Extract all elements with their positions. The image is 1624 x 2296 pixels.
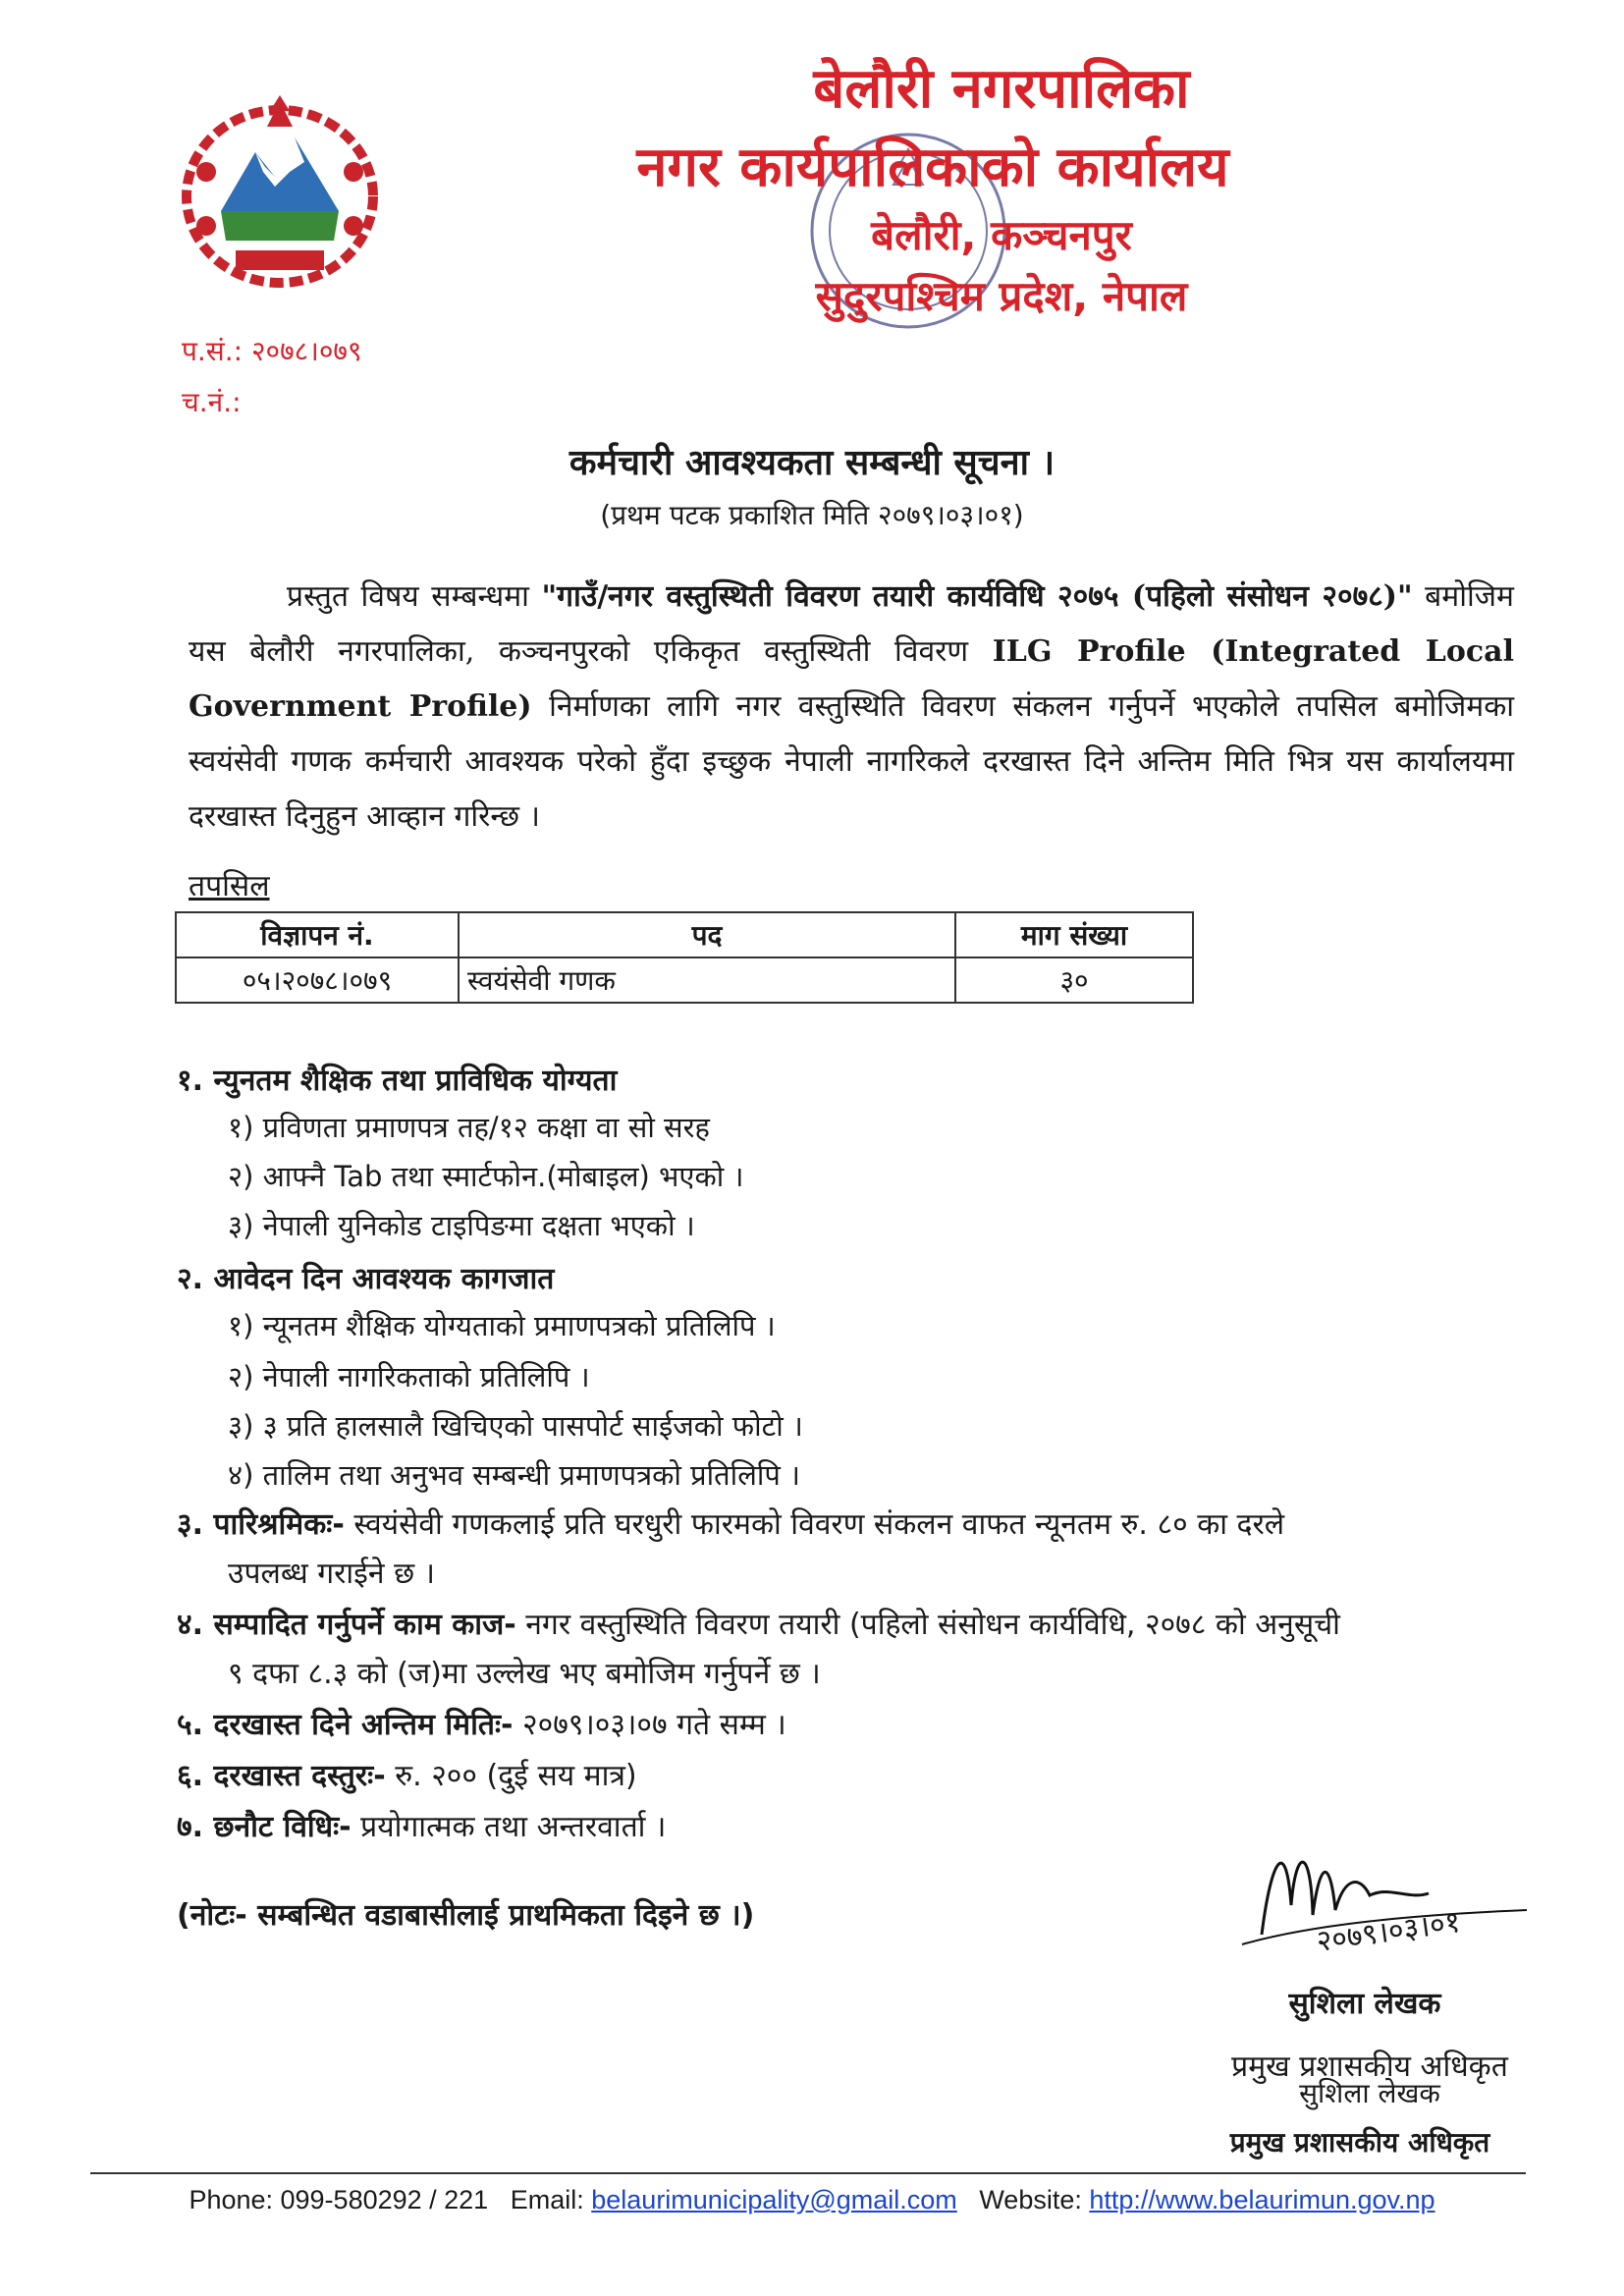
body-text-1: प्रस्तुत विषय सम्बन्धमा [287,579,542,614]
footer-email-link[interactable]: belaurimunicipality@gmail.com [591,2185,957,2214]
list-item: १) प्रविणता प्रमाणपत्र तह/१२ कक्षा वा सो सरह [228,1111,710,1144]
list-item: २) नेपाली नागरिकताको प्रतिलिपि । [228,1360,590,1394]
table-header-row [176,912,1193,957]
notice-subtitle: (प्रथम पटक प्रकाशित मिति २०७९।०३।०१) [600,499,1024,531]
vacancy-table [175,911,1194,1004]
body-text-3: निर्माणका लागि नगर वस्तुस्थिति विवरण संकलन गर्नुपर्ने भएकोले तपसिल बमोजिमका स्वयंसेवी गणक कर्मचारी आवश्यक परेको हुँदा इच्छुक नेपाली नागरिकले दरखास्त दिने अन्तिम मिति भित्र यस कार्यालयमा दरखास्त दिनुहुन आव्हान गरिन्छ । [189,689,1515,834]
signer-name: सुशिला लेखक [1288,1987,1441,2021]
signer-post: प्रमुख प्रशासकीय अधिकृत [1231,2050,1508,2084]
section-5 [177,1701,1512,1750]
notice-title: कर्मचारी आवश्यकता सम्बन्धी सूचना । [568,443,1056,483]
office-address-1: बेलौरी, कञ्चनपुर [871,211,1132,259]
footer-divider [90,2172,1526,2174]
ad-number-cell: ०५।२०७८।०७९ [176,957,459,1003]
body-bold-1: "गाउँ/नगर वस्तुस्थिती विवरण तयारी कार्यविधि २०७५ (पहिलो संसोधन २०७८)" [541,579,1413,614]
section-4-label: ४. सम्पादित गर्नुपर्ने काम काज- [177,1608,516,1642]
signature-date: २०७९।०३।०१ [1314,1904,1463,1960]
count-cell: ३० [955,957,1193,1003]
schedule-heading: तपसिल [189,869,270,903]
notice-body [189,570,1514,845]
column-header: माग संख्या [955,912,1193,957]
section-3-text: स्वयंसेवी गणकलाई प्रति घरधुरी फारमको विवरण संकलन वाफत न्यूनतम रु. ८० का दरले [344,1507,1285,1542]
list-item: २) आफ्नै Tab तथा स्मार्टफोन.(मोबाइल) भएको । [228,1160,744,1193]
list-item: ४) तालिम तथा अनुभव सम्बन्धी प्रमाणपत्रको प्रतिलिपि । [228,1458,801,1492]
section-6-text: रु. २०० (दुई सय मात्र) [385,1759,637,1793]
footer-email-label: Email: [510,2185,584,2214]
footer-website-link[interactable]: http://www.belaurimun.gov.np [1089,2185,1435,2214]
body-bold-2: ILG Profile (Integrated Local Government Profile) [189,634,1514,724]
list-item: ३) ३ प्रति हालसालै खिचिएको पासपोर्ट साईजको फोटो । [228,1409,803,1443]
government-emblem-icon [177,93,383,290]
section-7-text: प्रयोगात्मक तथा अन्तरवार्ता । [351,1810,667,1844]
footer [0,2185,1624,2215]
footer-website-label: Website: [979,2185,1082,2214]
signer-stamp-name: सुशिला लेखक [1299,2077,1440,2109]
column-header: पद [459,912,955,957]
section-1-title: १. न्युनतम शैक्षिक तथा प्राविधिक योग्यता [177,1064,618,1098]
footer-phone: Phone: 099-580292 / 221 [189,2185,489,2214]
body-text-2: बमोजिम यस बेलौरी नगरपालिका, कञ्चनपुरको एकिकृत वस्तुस्थिती विवरण [189,579,1514,669]
section-5-text: २०७९।०३।०७ गते सम्म । [513,1708,786,1742]
post-cell: स्वयंसेवी गणक [459,957,955,1003]
office-address-2: सुदुरपश्चिम प्रदेश, नेपाल [815,272,1188,320]
office-subtitle: नगर कार्यपालिकाको कार्यालय [636,136,1229,199]
section-7-label: ७. छनौट विधिः- [177,1810,352,1844]
table-row [176,957,1193,1003]
section-2-title: २. आवेदन दिन आवश्यक कागजात [177,1262,555,1296]
section-5-label: ५. दरखास्त दिने अन्तिम मितिः- [177,1708,514,1742]
dispatch-number: च.नं.: [182,386,242,418]
section-6-label: ६. दरखास्त दस्तुरः- [177,1759,386,1793]
note: (नोटः- सम्बन्धित वडाबासीलाई प्राथमिकता दिइने छ ।) [177,1898,755,1933]
column-header: विज्ञापन नं. [176,912,459,957]
section-6 [177,1752,1512,1801]
section-4-text: नगर वस्तुस्थिति विवरण तयारी (पहिलो संसोधन कार्यविधि, २०७८ को अनुसूची [515,1608,1340,1642]
list-item: १) न्यूनतम शैक्षिक योग्यताको प्रमाणपत्रको प्रतिलिपि । [228,1309,776,1342]
office-name: बेलौरी नगरपालिका [813,57,1190,121]
section-3-label: ३. पारिश्रमिकः- [177,1507,345,1542]
list-item: ३) नेपाली युनिकोड टाइपिङमा दक्षता भएको । [228,1209,695,1242]
section-4-continuation: ९ दफा ८.३ को (ज)मा उल्लेख भए बमोजिम गर्नुपर्ने छ । [228,1657,821,1691]
reference-number: प.सं.: २०७८।०७९ [182,335,362,367]
section-4 [177,1601,1512,1699]
section-3-continuation: उपलब्ध गराईने छ । [228,1557,436,1591]
section-3 [177,1501,1512,1599]
signer-stamp-post: प्रमुख प्रशासकीय अधिकृत [1229,2126,1490,2159]
